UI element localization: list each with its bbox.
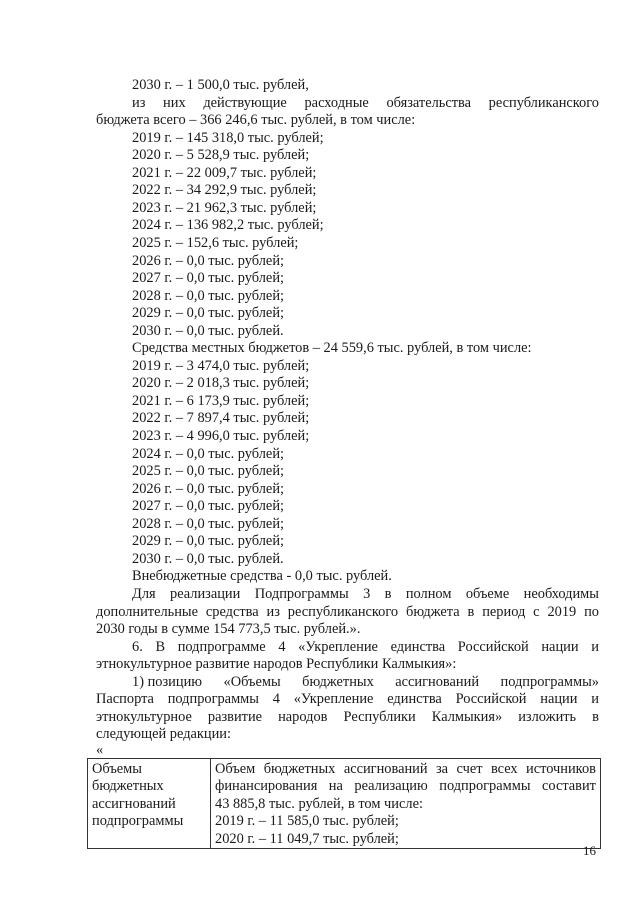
paragraph-line: 1) позицию «Объемы бюджетных ассигнований подпрограммы» [132,673,599,690]
paragraph-line: этнокультурное развитие народов Республики Калмыкия» изложить в [96,708,599,725]
budget-line: 2020 г. – 5 528,9 тыс. рублей; [132,147,310,164]
budget-line: Внебюджетные средства - 0,0 тыс. рублей. [132,568,392,585]
paragraph-line: 2030 годы в сумме 154 773,5 тыс. рублей.». [96,621,361,638]
table-value-cell [211,758,601,849]
table-label-line: подпрограммы [92,813,184,830]
table-label-cell [88,758,211,849]
table-value-line: финансирования на реализацию подпрограммы составит [215,778,596,795]
table-value-line: Объем бюджетных ассигнований за счет всех источников [215,760,596,777]
page-number: 16 [583,843,596,858]
budget-line: 2027 г. – 0,0 тыс. рублей; [132,498,285,515]
table-label-line: Объемы [92,760,142,777]
budget-line: 2022 г. – 7 897,4 тыс. рублей; [132,410,310,427]
budget-line: 2019 г. – 3 474,0 тыс. рублей; [132,357,310,374]
table-label-line: бюджетных [92,778,164,795]
table-value-line: 2020 г. – 11 049,7 тыс. рублей; [215,830,399,847]
budget-line: 2024 г. – 136 982,2 тыс. рублей; [132,217,324,234]
budget-line: 2026 г. – 0,0 тыс. рублей; [132,252,285,269]
budget-line: 2027 г. – 0,0 тыс. рублей; [132,270,285,287]
table-label-line: ассигнований [92,795,176,812]
paragraph-line: следующей редакции: [96,726,231,743]
table-row [88,758,601,849]
paragraph-line: этнокультурное развитие народов Республики Калмыкия»: [96,656,457,673]
paragraph-line: бюджета всего – 366 246,6 тыс. рублей, в том числе: [96,112,416,129]
budget-line: 2024 г. – 0,0 тыс. рублей; [132,445,285,462]
budget-line: 2023 г. – 21 962,3 тыс. рублей; [132,199,317,216]
budget-line: 2028 г. – 0,0 тыс. рублей; [132,515,285,532]
budget-line: 2025 г. – 152,6 тыс. рублей; [132,234,299,251]
budget-line: 2021 г. – 6 173,9 тыс. рублей; [132,392,310,409]
paragraph-line: дополнительные средства из республиканского бюджета в период с 2019 по [96,603,599,620]
budget-line: 2022 г. – 34 292,9 тыс. рублей; [132,182,317,199]
budget-line: 2023 г. – 4 996,0 тыс. рублей; [132,428,310,444]
budget-line: 2030 г. – 0,0 тыс. рублей. [132,550,284,567]
budget-line: 2025 г. – 0,0 тыс. рублей; [132,463,285,480]
paragraph-line: Паспорта подпрограммы 4 «Укрепление единства Российской нации и [96,691,599,708]
table-value-line: 2019 г. – 11 585,0 тыс. рублей; [215,813,399,830]
quote-mark: « [96,741,104,758]
budget-line: 2028 г. – 0,0 тыс. рублей; [132,287,285,304]
budget-line: 2030 г. – 0,0 тыс. рублей. [132,322,284,339]
paragraph-line: из них действующие расходные обязательства республиканского [132,94,599,111]
budget-line: 2020 г. – 2 018,3 тыс. рублей; [132,375,310,392]
budget-line: 2029 г. – 0,0 тыс. рублей; [132,305,285,322]
paragraph-line: Для реализации Подпрограммы 3 в полном объеме необходимы [132,585,599,602]
budget-line: 2021 г. – 22 009,7 тыс. рублей; [132,164,317,181]
budget-line: 2026 г. – 0,0 тыс. рублей; [132,480,285,497]
budget-line: 2030 г. – 1 500,0 тыс. рублей, [132,77,309,93]
paragraph-line: 6. В подпрограмме 4 «Укрепление единства Российской нации и [132,638,599,655]
budget-line: 2029 г. – 0,0 тыс. рублей; [132,533,285,550]
passport-table [87,758,601,850]
section-heading: Средства местных бюджетов – 24 559,6 тыс. рублей, в том числе: [132,340,532,357]
budget-line: 2019 г. – 145 318,0 тыс. рублей; [132,129,324,146]
table-value-line: 43 885,8 тыс. рублей, в том числе: [215,795,423,812]
